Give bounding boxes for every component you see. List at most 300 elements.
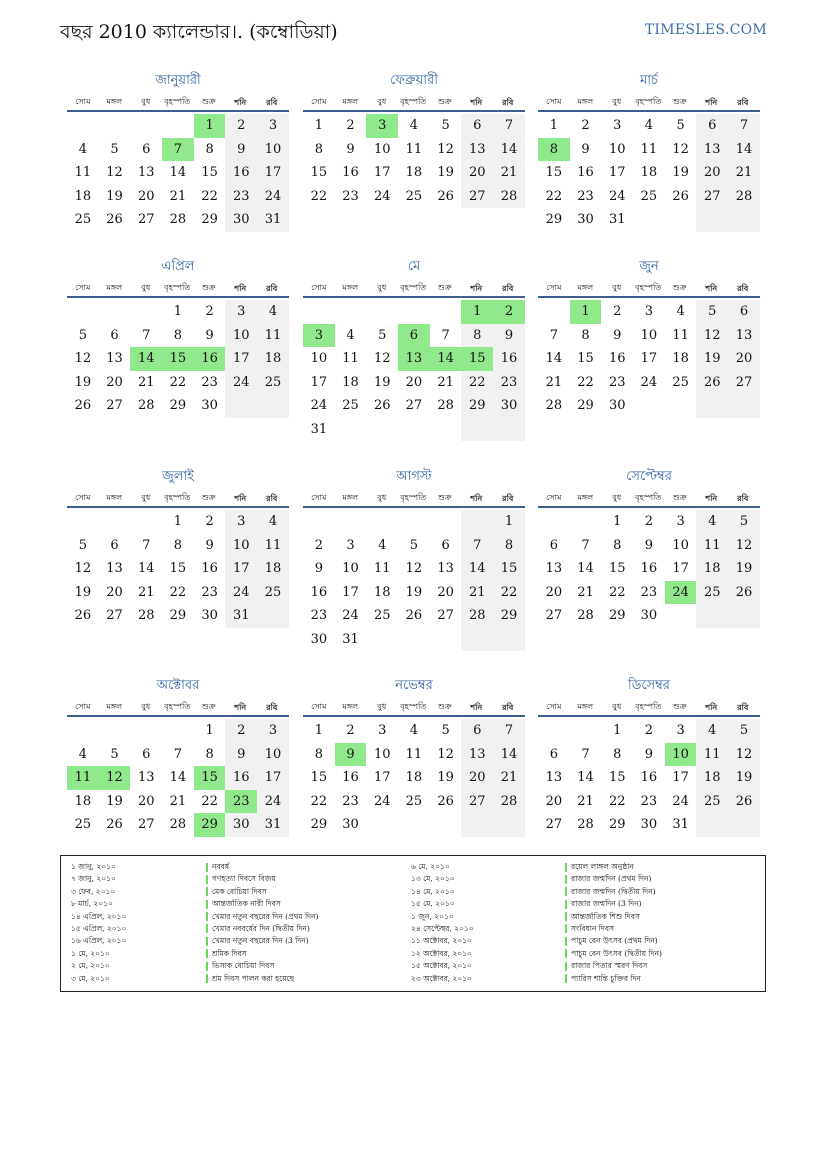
day-cell[interactable]: 4	[78, 141, 87, 157]
day-cell[interactable]: 10	[640, 327, 658, 343]
day-cell[interactable]: 8	[173, 327, 183, 343]
day-cell[interactable]: 11	[74, 165, 92, 180]
day-cell[interactable]: 13	[106, 351, 123, 366]
day-cell[interactable]: 7	[142, 537, 151, 553]
day-cell[interactable]: 4	[696, 719, 728, 743]
day-cell[interactable]: 27	[545, 817, 563, 832]
day-cell[interactable]: 21	[169, 188, 187, 204]
day-cell[interactable]: 2	[346, 723, 355, 738]
day-cell[interactable]: 24	[225, 581, 257, 605]
day-cell[interactable]: 16	[225, 766, 257, 790]
day-cell[interactable]: 30	[342, 817, 359, 832]
day-cell[interactable]: 30	[225, 208, 257, 232]
day-cell[interactable]: 6	[461, 114, 493, 138]
day-cell[interactable]: 25	[672, 374, 689, 390]
day-cell[interactable]: 27	[137, 212, 155, 227]
day-cell[interactable]: 15	[608, 770, 626, 785]
day-cell[interactable]: 31	[257, 208, 289, 232]
day-cell[interactable]: 4	[346, 327, 355, 343]
day-cell[interactable]: 11	[257, 534, 289, 558]
day-cell[interactable]: 22	[201, 188, 218, 204]
day-cell[interactable]: 25	[640, 188, 658, 204]
day-cell[interactable]: 28	[461, 604, 493, 628]
day-cell[interactable]: 19	[106, 793, 123, 809]
day-cell[interactable]: 3	[346, 537, 355, 553]
day-cell[interactable]: 15	[169, 561, 187, 576]
day-cell[interactable]: 25	[405, 793, 423, 809]
day-cell[interactable]: 14	[545, 351, 563, 366]
day-cell[interactable]: 18	[373, 584, 391, 600]
day-cell[interactable]: 23	[577, 188, 594, 204]
day-cell[interactable]: 22	[493, 581, 525, 605]
day-cell[interactable]: 27	[728, 371, 760, 395]
day-cell[interactable]: 30	[201, 398, 218, 413]
day-cell[interactable]: 21	[493, 161, 525, 185]
day-cell[interactable]: 5	[110, 746, 119, 762]
day-cell[interactable]: 27	[461, 790, 493, 814]
day-cell[interactable]: 31	[608, 212, 626, 227]
day-cell[interactable]: 10	[342, 561, 359, 576]
day-cell[interactable]: 6	[461, 719, 493, 743]
day-cell[interactable]: 8	[613, 746, 622, 762]
day-cell[interactable]: 2	[644, 723, 654, 738]
day-cell[interactable]: 26	[106, 817, 123, 832]
day-cell[interactable]: 10	[257, 138, 289, 162]
day-cell[interactable]: 25	[696, 790, 728, 814]
day-cell[interactable]: 20	[728, 347, 760, 371]
day-cell[interactable]: 25	[342, 398, 359, 413]
day-cell[interactable]: 13	[137, 770, 155, 785]
day-cell[interactable]: 6	[728, 300, 760, 324]
holiday-day-cell[interactable]: 14	[430, 347, 462, 371]
day-cell[interactable]: 20	[437, 584, 454, 600]
day-cell[interactable]: 14	[728, 138, 760, 162]
day-cell[interactable]: 24	[373, 793, 391, 809]
day-cell[interactable]: 25	[74, 212, 92, 227]
day-cell[interactable]: 8	[461, 324, 493, 348]
day-cell[interactable]: 16	[577, 165, 594, 180]
day-cell[interactable]: 25	[257, 371, 289, 395]
day-cell[interactable]: 3	[676, 723, 685, 738]
day-cell[interactable]: 21	[577, 584, 594, 600]
day-cell[interactable]: 28	[493, 790, 525, 814]
day-cell[interactable]: 19	[728, 766, 760, 790]
day-cell[interactable]: 23	[608, 374, 626, 390]
day-cell[interactable]: 7	[142, 327, 151, 343]
day-cell[interactable]: 5	[441, 118, 450, 133]
day-cell[interactable]: 17	[257, 161, 289, 185]
day-cell[interactable]: 17	[640, 351, 658, 366]
day-cell[interactable]: 18	[74, 188, 92, 204]
day-cell[interactable]: 23	[342, 188, 359, 204]
day-cell[interactable]: 12	[696, 324, 728, 348]
day-cell[interactable]: 10	[225, 324, 257, 348]
day-cell[interactable]: 29	[608, 817, 626, 832]
day-cell[interactable]: 24	[640, 374, 658, 390]
day-cell[interactable]: 20	[106, 584, 123, 600]
holiday-day-cell[interactable]: 14	[130, 347, 162, 371]
day-cell[interactable]: 15	[608, 561, 626, 576]
holiday-day-cell[interactable]: 16	[194, 347, 226, 371]
day-cell[interactable]: 8	[613, 537, 622, 553]
day-cell[interactable]: 4	[78, 746, 87, 762]
day-cell[interactable]: 16	[201, 561, 218, 576]
day-cell[interactable]: 20	[696, 161, 728, 185]
day-cell[interactable]: 29	[169, 608, 187, 623]
day-cell[interactable]: 16	[640, 561, 658, 576]
day-cell[interactable]: 30	[640, 817, 658, 832]
day-cell[interactable]: 19	[106, 188, 123, 204]
day-cell[interactable]: 26	[728, 581, 760, 605]
day-cell[interactable]: 3	[613, 118, 622, 133]
day-cell[interactable]: 31	[342, 631, 359, 647]
day-cell[interactable]: 10	[310, 351, 328, 366]
day-cell[interactable]: 21	[577, 793, 594, 809]
day-cell[interactable]: 27	[437, 608, 454, 623]
day-cell[interactable]: 16	[608, 351, 626, 366]
day-cell[interactable]: 13	[728, 324, 760, 348]
day-cell[interactable]: 2	[225, 719, 257, 743]
day-cell[interactable]: 24	[310, 398, 328, 413]
day-cell[interactable]: 31	[672, 817, 689, 832]
day-cell[interactable]: 15	[493, 557, 525, 581]
day-cell[interactable]: 1	[613, 514, 622, 529]
day-cell[interactable]: 6	[696, 114, 728, 138]
day-cell[interactable]: 15	[310, 770, 328, 785]
day-cell[interactable]: 21	[728, 161, 760, 185]
day-cell[interactable]: 26	[437, 793, 454, 809]
day-cell[interactable]: 19	[437, 165, 454, 180]
day-cell[interactable]: 19	[74, 374, 92, 390]
day-cell[interactable]: 27	[106, 608, 123, 623]
day-cell[interactable]: 5	[78, 537, 87, 553]
day-cell[interactable]: 7	[549, 327, 558, 343]
day-cell[interactable]: 28	[577, 817, 594, 832]
day-cell[interactable]: 5	[696, 300, 728, 324]
day-cell[interactable]: 11	[640, 141, 658, 157]
day-cell[interactable]: 22	[608, 793, 626, 809]
day-cell[interactable]: 30	[493, 394, 525, 418]
day-cell[interactable]: 24	[373, 188, 391, 204]
day-cell[interactable]: 28	[169, 212, 187, 227]
day-cell[interactable]: 22	[608, 584, 626, 600]
day-cell[interactable]: 12	[728, 534, 760, 558]
day-cell[interactable]: 31	[225, 604, 257, 628]
day-cell[interactable]: 6	[110, 327, 119, 343]
day-cell[interactable]: 12	[437, 141, 454, 157]
day-cell[interactable]: 18	[405, 165, 423, 180]
day-cell[interactable]: 10	[373, 746, 391, 762]
day-cell[interactable]: 24	[608, 188, 626, 204]
day-cell[interactable]: 18	[257, 557, 289, 581]
day-cell[interactable]: 22	[310, 188, 328, 204]
day-cell[interactable]: 26	[728, 790, 760, 814]
day-cell[interactable]: 9	[581, 141, 590, 157]
day-cell[interactable]: 5	[409, 537, 419, 553]
day-cell[interactable]: 11	[696, 743, 728, 767]
day-cell[interactable]: 26	[672, 188, 689, 204]
day-cell[interactable]: 4	[257, 510, 289, 534]
day-cell[interactable]: 15	[545, 165, 563, 180]
day-cell[interactable]: 20	[137, 793, 155, 809]
day-cell[interactable]: 10	[672, 537, 689, 553]
day-cell[interactable]: 22	[310, 793, 328, 809]
day-cell[interactable]: 9	[644, 537, 654, 553]
day-cell[interactable]: 7	[461, 534, 493, 558]
day-cell[interactable]: 2	[581, 118, 590, 133]
day-cell[interactable]: 13	[106, 561, 123, 576]
day-cell[interactable]: 28	[577, 608, 594, 623]
day-cell[interactable]: 26	[696, 371, 728, 395]
day-cell[interactable]: 16	[640, 770, 658, 785]
day-cell[interactable]: 16	[310, 584, 328, 600]
holiday-day-cell[interactable]: 13	[398, 347, 430, 371]
day-cell[interactable]: 5	[378, 327, 387, 343]
day-cell[interactable]: 21	[137, 584, 155, 600]
day-cell[interactable]: 4	[257, 300, 289, 324]
day-cell[interactable]: 11	[257, 324, 289, 348]
day-cell[interactable]: 30	[310, 631, 328, 647]
day-cell[interactable]: 13	[461, 138, 493, 162]
holiday-day-cell[interactable]: 1	[194, 114, 226, 138]
day-cell[interactable]: 7	[581, 746, 590, 762]
day-cell[interactable]: 2	[314, 537, 323, 553]
day-cell[interactable]: 19	[405, 584, 423, 600]
day-cell[interactable]: 24	[225, 371, 257, 395]
holiday-day-cell[interactable]: 12	[99, 766, 131, 790]
day-cell[interactable]: 26	[405, 608, 423, 623]
day-cell[interactable]: 9	[205, 327, 214, 343]
day-cell[interactable]: 6	[142, 141, 151, 157]
day-cell[interactable]: 2	[346, 118, 355, 133]
day-cell[interactable]: 15	[577, 351, 594, 366]
day-cell[interactable]: 29	[545, 212, 563, 227]
day-cell[interactable]: 6	[110, 537, 119, 553]
day-cell[interactable]: 20	[137, 188, 155, 204]
day-cell[interactable]: 3	[378, 723, 387, 738]
day-cell[interactable]: 5	[728, 719, 760, 743]
day-cell[interactable]: 22	[201, 793, 218, 809]
day-cell[interactable]: 4	[409, 118, 419, 133]
day-cell[interactable]: 26	[74, 608, 92, 623]
day-cell[interactable]: 9	[644, 746, 654, 762]
day-cell[interactable]: 30	[201, 608, 218, 623]
day-cell[interactable]: 18	[342, 374, 359, 390]
day-cell[interactable]: 29	[608, 608, 626, 623]
day-cell[interactable]: 1	[493, 510, 525, 534]
holiday-day-cell[interactable]: 23	[225, 790, 257, 814]
day-cell[interactable]: 17	[672, 561, 689, 576]
day-cell[interactable]: 21	[169, 793, 187, 809]
day-cell[interactable]: 25	[405, 188, 423, 204]
day-cell[interactable]: 20	[545, 584, 563, 600]
day-cell[interactable]: 16	[493, 347, 525, 371]
day-cell[interactable]: 23	[201, 584, 218, 600]
day-cell[interactable]: 11	[696, 534, 728, 558]
day-cell[interactable]: 14	[577, 770, 594, 785]
day-cell[interactable]: 28	[137, 608, 155, 623]
day-cell[interactable]: 27	[405, 398, 423, 413]
day-cell[interactable]: 20	[106, 374, 123, 390]
day-cell[interactable]: 18	[257, 347, 289, 371]
holiday-day-cell[interactable]: 15	[194, 766, 226, 790]
day-cell[interactable]: 5	[728, 510, 760, 534]
day-cell[interactable]: 25	[373, 608, 391, 623]
day-cell[interactable]: 14	[137, 561, 155, 576]
day-cell[interactable]: 3	[225, 510, 257, 534]
day-cell[interactable]: 14	[493, 743, 525, 767]
day-cell[interactable]: 9	[225, 743, 257, 767]
day-cell[interactable]: 11	[672, 327, 689, 343]
day-cell[interactable]: 12	[437, 746, 454, 762]
day-cell[interactable]: 28	[728, 185, 760, 209]
day-cell[interactable]: 22	[461, 371, 493, 395]
day-cell[interactable]: 29	[201, 212, 218, 227]
day-cell[interactable]: 20	[405, 374, 423, 390]
day-cell[interactable]: 26	[106, 212, 123, 227]
day-cell[interactable]: 28	[493, 185, 525, 209]
day-cell[interactable]: 12	[672, 141, 689, 157]
day-cell[interactable]: 24	[257, 185, 289, 209]
holiday-day-cell[interactable]: 24	[665, 581, 697, 605]
day-cell[interactable]: 19	[672, 165, 689, 180]
day-cell[interactable]: 12	[728, 743, 760, 767]
day-cell[interactable]: 9	[314, 561, 323, 576]
day-cell[interactable]: 17	[310, 374, 328, 390]
day-cell[interactable]: 2	[613, 304, 622, 319]
day-cell[interactable]: 18	[640, 165, 658, 180]
day-cell[interactable]: 21	[493, 766, 525, 790]
day-cell[interactable]: 16	[342, 165, 359, 180]
day-cell[interactable]: 21	[461, 581, 493, 605]
holiday-day-cell[interactable]: 3	[366, 114, 398, 138]
day-cell[interactable]: 9	[613, 327, 622, 343]
day-cell[interactable]: 17	[225, 557, 257, 581]
day-cell[interactable]: 5	[78, 327, 87, 343]
day-cell[interactable]: 21	[545, 374, 563, 390]
day-cell[interactable]: 17	[608, 165, 626, 180]
day-cell[interactable]: 12	[405, 561, 423, 576]
day-cell[interactable]: 3	[644, 304, 654, 319]
day-cell[interactable]: 26	[74, 398, 92, 413]
day-cell[interactable]: 17	[373, 770, 391, 785]
day-cell[interactable]: 4	[676, 304, 685, 319]
day-cell[interactable]: 25	[257, 581, 289, 605]
day-cell[interactable]: 1	[613, 723, 622, 738]
day-cell[interactable]: 6	[549, 537, 558, 553]
day-cell[interactable]: 3	[676, 514, 685, 529]
day-cell[interactable]: 23	[342, 793, 359, 809]
site-name[interactable]: TIMESLES.COM	[644, 22, 767, 38]
day-cell[interactable]: 21	[137, 374, 155, 390]
day-cell[interactable]: 11	[405, 141, 423, 157]
holiday-day-cell[interactable]: 8	[538, 138, 570, 162]
day-cell[interactable]: 11	[405, 746, 423, 762]
day-cell[interactable]: 2	[644, 514, 654, 529]
day-cell[interactable]: 7	[728, 114, 760, 138]
day-cell[interactable]: 16	[342, 770, 359, 785]
day-cell[interactable]: 29	[310, 817, 328, 832]
day-cell[interactable]: 23	[640, 584, 658, 600]
day-cell[interactable]: 7	[441, 327, 450, 343]
day-cell[interactable]: 30	[577, 212, 594, 227]
day-cell[interactable]: 18	[672, 351, 689, 366]
day-cell[interactable]: 8	[493, 534, 525, 558]
day-cell[interactable]: 20	[461, 766, 493, 790]
day-cell[interactable]: 24	[257, 790, 289, 814]
day-cell[interactable]: 18	[405, 770, 423, 785]
day-cell[interactable]: 13	[545, 561, 563, 576]
day-cell[interactable]: 6	[441, 537, 450, 553]
day-cell[interactable]: 9	[225, 138, 257, 162]
day-cell[interactable]: 2	[225, 114, 257, 138]
day-cell[interactable]: 19	[437, 770, 454, 785]
day-cell[interactable]: 12	[74, 351, 92, 366]
day-cell[interactable]: 31	[257, 813, 289, 837]
day-cell[interactable]: 26	[437, 188, 454, 204]
day-cell[interactable]: 13	[461, 743, 493, 767]
day-cell[interactable]: 6	[142, 746, 151, 762]
holiday-day-cell[interactable]: 2	[493, 300, 525, 324]
day-cell[interactable]: 10	[257, 743, 289, 767]
day-cell[interactable]: 10	[373, 141, 391, 157]
holiday-day-cell[interactable]: 29	[194, 813, 226, 837]
day-cell[interactable]: 4	[378, 537, 387, 553]
day-cell[interactable]: 24	[342, 608, 359, 623]
day-cell[interactable]: 20	[545, 793, 563, 809]
day-cell[interactable]: 1	[173, 304, 183, 319]
day-cell[interactable]: 30	[640, 608, 658, 623]
day-cell[interactable]: 19	[74, 584, 92, 600]
day-cell[interactable]: 25	[74, 817, 92, 832]
holiday-day-cell[interactable]: 15	[461, 347, 493, 371]
day-cell[interactable]: 17	[672, 770, 689, 785]
day-cell[interactable]: 19	[728, 557, 760, 581]
day-cell[interactable]: 23	[201, 374, 218, 390]
day-cell[interactable]: 3	[225, 300, 257, 324]
day-cell[interactable]: 7	[581, 537, 590, 553]
day-cell[interactable]: 1	[205, 723, 214, 738]
day-cell[interactable]: 9	[493, 324, 525, 348]
day-cell[interactable]: 14	[493, 138, 525, 162]
day-cell[interactable]: 3	[257, 114, 289, 138]
day-cell[interactable]: 4	[644, 118, 654, 133]
day-cell[interactable]: 12	[106, 165, 123, 180]
day-cell[interactable]: 29	[493, 604, 525, 628]
day-cell[interactable]: 20	[461, 161, 493, 185]
day-cell[interactable]: 25	[696, 581, 728, 605]
day-cell[interactable]: 22	[169, 584, 187, 600]
day-cell[interactable]: 29	[577, 398, 594, 413]
day-cell[interactable]: 13	[437, 561, 454, 576]
holiday-day-cell[interactable]: 9	[335, 743, 367, 767]
day-cell[interactable]: 4	[696, 510, 728, 534]
day-cell[interactable]: 22	[169, 374, 187, 390]
day-cell[interactable]: 30	[225, 813, 257, 837]
day-cell[interactable]: 12	[373, 351, 391, 366]
day-cell[interactable]: 7	[173, 746, 183, 762]
day-cell[interactable]: 18	[74, 793, 92, 809]
day-cell[interactable]: 23	[493, 371, 525, 395]
day-cell[interactable]: 5	[110, 141, 119, 157]
day-cell[interactable]: 1	[549, 118, 558, 133]
day-cell[interactable]: 7	[493, 719, 525, 743]
day-cell[interactable]: 28	[137, 398, 155, 413]
day-cell[interactable]: 24	[672, 793, 689, 809]
day-cell[interactable]: 29	[461, 394, 493, 418]
day-cell[interactable]: 23	[310, 608, 328, 623]
day-cell[interactable]: 8	[173, 537, 183, 553]
